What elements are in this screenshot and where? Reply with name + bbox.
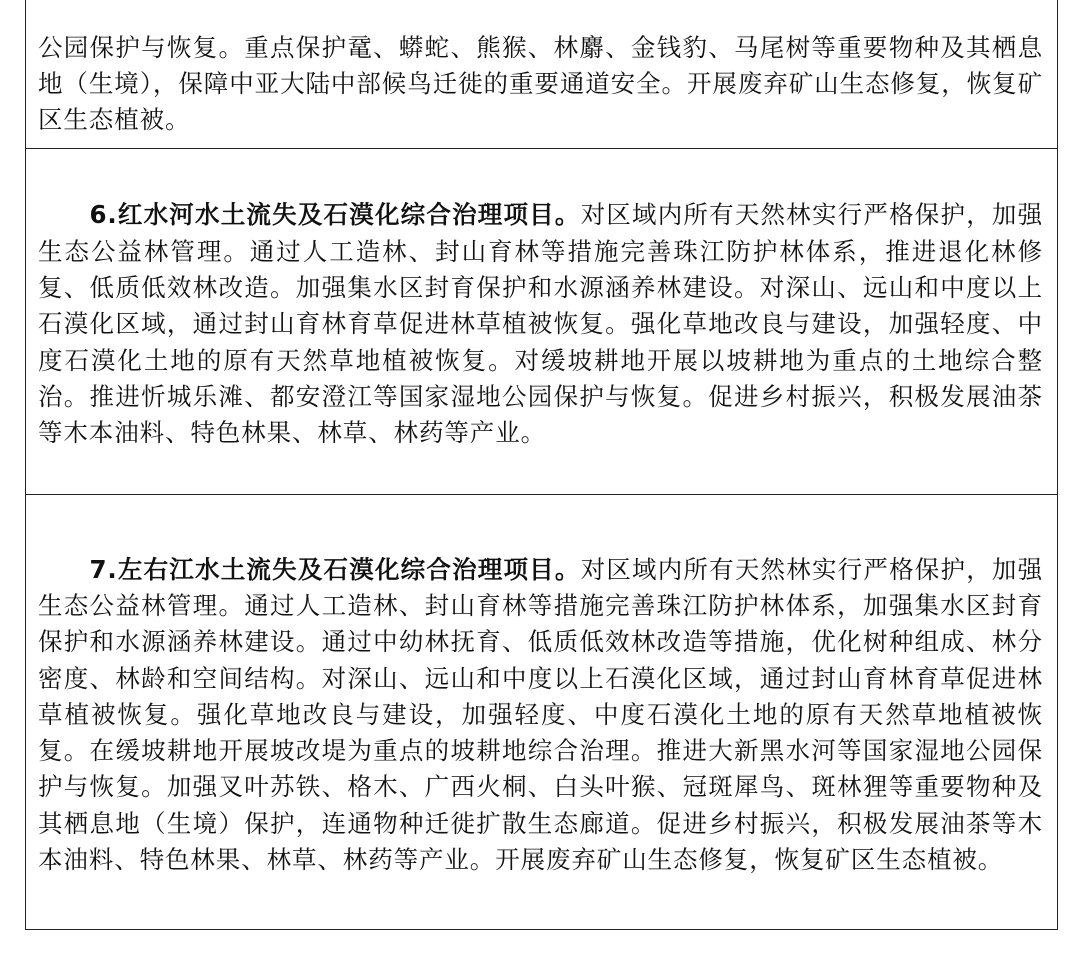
item-7-body: 对区域内所有天然林实行严格保护，加强生态公益林管理。通过人工造林、封山育林等措施完善珠江防护林体系，加强集水区封育保护和水源涵养林建设。通过中幼林抚育、低质低效林改造等措施，优化树种组成、林分密度、林龄和空间结构。对深山、远山和中度以上石漠化区域，通过封山育林育草促进林草植被恢复。强化草地改良与建设，加强轻度、中度石漠化土地的原有天然草地植被恢复。在缓坡耕地开展坡改堤为重点的坡耕地综合治理。推进大新黑水河等国家湿地公园保护与恢复。加强叉叶苏铁、格木、广西火桐、白头叶猴、冠斑犀鸟、斑林狸等重要物种及其栖息地（生境）保护，连通物种迁徙扩散生态廊道。促进乡村振兴，积极发展油茶等木本油料、特色林果、林草、林药等产业。开展废弃矿山生态修复，恢复矿区生态植被。 — [38, 554, 1044, 875]
paragraph-item-6 — [38, 197, 1043, 451]
table-cell-item-6 — [26, 148, 1058, 494]
table-row — [26, 148, 1058, 494]
item-7-title: 7.左右江水土流失及石漠化综合治理项目。 — [89, 554, 581, 584]
paragraph-body: 公园保护与恢复。重点保护鼋、蟒蛇、熊猴、林麝、金钱豹、马尾树等重要物种及其栖息地（生境），保障中亚大陆中部候鸟迁徙的重要通道安全。开展废弃矿山生态修复，恢复矿区生态植被。 — [38, 32, 1043, 135]
table-row — [26, 0, 1058, 148]
project-table — [25, 0, 1058, 930]
table-row — [26, 494, 1058, 929]
paragraph-continuation — [38, 30, 1043, 139]
table-cell-item-7 — [26, 494, 1058, 929]
document-page — [25, 0, 1058, 929]
item-6-title: 6.红水河水土流失及石漠化综合治理项目。 — [89, 200, 581, 230]
item-6-body: 对区域内所有天然林实行严格保护，加强生态公益林管理。通过人工造林、封山育林等措施完善珠江防护林体系，推进退化林修复、低质低效林改造。加强集水区封育保护和水源涵养林建设。对深山、远山和中度以上石漠化区域，通过封山育林育草促进林草植被恢复。强化草地改良与建设，加强轻度、中度石漠化土地的原有天然草地植被恢复。对缓坡耕地开展以坡耕地为重点的土地综合整治。推进忻城乐滩、都安澄江等国家湿地公园保护与恢复。促进乡村振兴，积极发展油茶等木本油料、特色林果、林草、林药等产业。 — [38, 200, 1044, 448]
paragraph-item-7 — [38, 552, 1043, 879]
table-cell-continuation — [26, 0, 1058, 148]
